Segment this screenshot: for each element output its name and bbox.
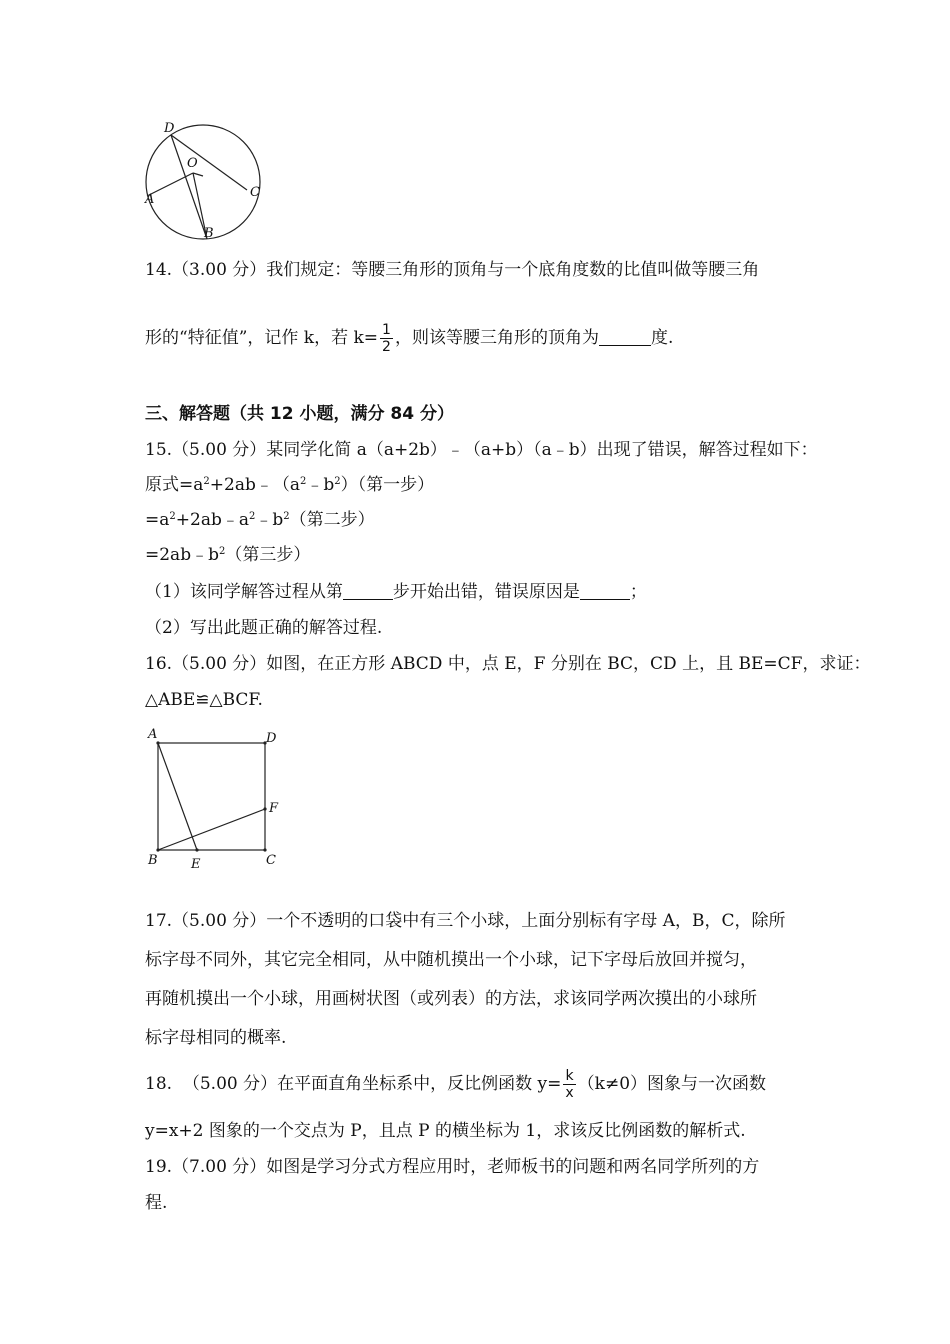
label-b: B <box>148 853 158 868</box>
label-e: E <box>191 857 201 872</box>
q15-sub1-b: 步开始出错，错误原因是 <box>392 582 580 602</box>
sup-2: 2 <box>169 511 176 522</box>
chord-db <box>171 135 207 239</box>
q18-line1-post: （k≠0）图象与一次函数 <box>577 1074 767 1094</box>
q18-line1-pre: 18. （5.00 分）在平面直角坐标系中，反比例函数 y= <box>145 1074 562 1094</box>
label-c: C <box>266 853 276 868</box>
q19-line2: 程. <box>145 1193 168 1213</box>
q15-step3-b: （第三步） <box>225 545 311 565</box>
q14-fraction <box>380 322 393 355</box>
q14-line2-post: ，则该等腰三角形的顶角为 <box>394 328 599 348</box>
square-abcd <box>158 743 265 850</box>
label-d: D <box>164 121 175 136</box>
q15-sub2: （2）写出此题正确的解答过程. <box>145 618 383 638</box>
q15-blank-step[interactable] <box>343 581 393 600</box>
label-c: C <box>250 185 260 200</box>
segment-ae <box>158 743 197 850</box>
square-figure <box>150 735 280 865</box>
q15-sub1-c: ； <box>629 582 647 602</box>
sup-2: 2 <box>203 476 210 487</box>
q18-fraction <box>563 1068 575 1101</box>
q15-blank-reason[interactable] <box>580 581 630 600</box>
sup-2: 2 <box>283 511 290 522</box>
q15-step1-a: 原式=a <box>145 475 204 495</box>
label-f: F <box>269 801 279 816</box>
q18-frac-num: k <box>565 1068 574 1084</box>
sup-2: 2 <box>218 546 226 557</box>
label-a: A <box>145 192 155 207</box>
q15-step2-a: =a <box>145 510 170 530</box>
q14-line2-end: 度. <box>650 328 674 348</box>
q14-frac-num: 1 <box>382 322 391 338</box>
q15-step2-c: ﹣b <box>255 510 284 530</box>
q18-line2: y=x+2 图象的一个交点为 P，且点 P 的横坐标为 1，求该反比例函数的解析式. <box>145 1121 746 1141</box>
segment-bf <box>158 809 265 850</box>
label-d: D <box>266 731 277 746</box>
section-title: 三、解答题（共 12 小题，满分 84 分） <box>145 404 454 424</box>
sup-2: 2 <box>299 476 307 487</box>
q14-line2-pre: 形的“特征值”，记作 k，若 k= <box>145 328 379 348</box>
label-b: B <box>204 226 214 241</box>
sup-2: 2 <box>334 476 341 487</box>
q15-line1: 15.（5.00 分）某同学化简 a（a+2b）﹣（a+b）（a﹣b）出现了错误，解答过程如下： <box>145 440 818 460</box>
q17-line1: 17.（5.00 分）一个不透明的口袋中有三个小球，上面分别标有字母 A，B，C，除所 <box>145 911 786 931</box>
q15-step1-b: +2ab﹣（a <box>209 475 300 495</box>
q15-sub1 <box>145 580 647 604</box>
q15-step2-b: +2ab﹣a <box>175 510 249 530</box>
q19-line1: 19.（7.00 分）如图是学习分式方程应用时，老师板书的问题和两名同学所列的方 <box>145 1157 760 1177</box>
point-e <box>195 848 198 851</box>
q17-line4: 标字母相同的概率. <box>145 1028 287 1048</box>
sup-2: 2 <box>248 511 256 522</box>
q15-step3-a: =2ab﹣b <box>145 545 219 565</box>
q14-answer-blank[interactable] <box>599 327 651 346</box>
point-b <box>156 848 159 851</box>
q15-step1 <box>145 473 434 497</box>
segment-oe <box>193 173 203 176</box>
q15-step3 <box>145 543 310 567</box>
q16-line1: 16.（5.00 分）如图，在正方形 ABCD 中，点 E，F 分别在 BC，CD 上，且 BE=CF，求证： <box>145 654 871 674</box>
q15-step1-d: ）（第一步） <box>340 475 435 495</box>
q14-line1: 14.（3.00 分）我们规定：等腰三角形的顶角与一个底角度数的比值叫做等腰三角 <box>145 260 760 280</box>
chord-dc <box>171 135 247 190</box>
label-o: O <box>187 156 198 171</box>
point-c <box>263 848 266 851</box>
q18-line1 <box>145 1068 766 1101</box>
label-a: A <box>148 727 158 742</box>
q14-line2 <box>145 322 673 355</box>
q17-line2: 标字母不同外，其它完全相同，从中随机摸出一个小球，记下字母后放回并搅匀， <box>145 950 757 970</box>
point-f <box>263 807 266 810</box>
q14-frac-den: 2 <box>382 339 391 355</box>
q15-step1-c: ﹣b <box>306 475 335 495</box>
q16-line2: △ABE≌△BCF. <box>145 690 263 710</box>
q15-step2-d: （第二步） <box>289 510 375 530</box>
q15-step2 <box>145 508 375 532</box>
q15-sub1-a: （1）该同学解答过程从第 <box>145 582 343 602</box>
q17-line3: 再随机摸出一个小球，用画树状图（或列表）的方法，求该同学两次摸出的小球所 <box>145 989 757 1009</box>
q18-frac-den: x <box>565 1085 574 1101</box>
